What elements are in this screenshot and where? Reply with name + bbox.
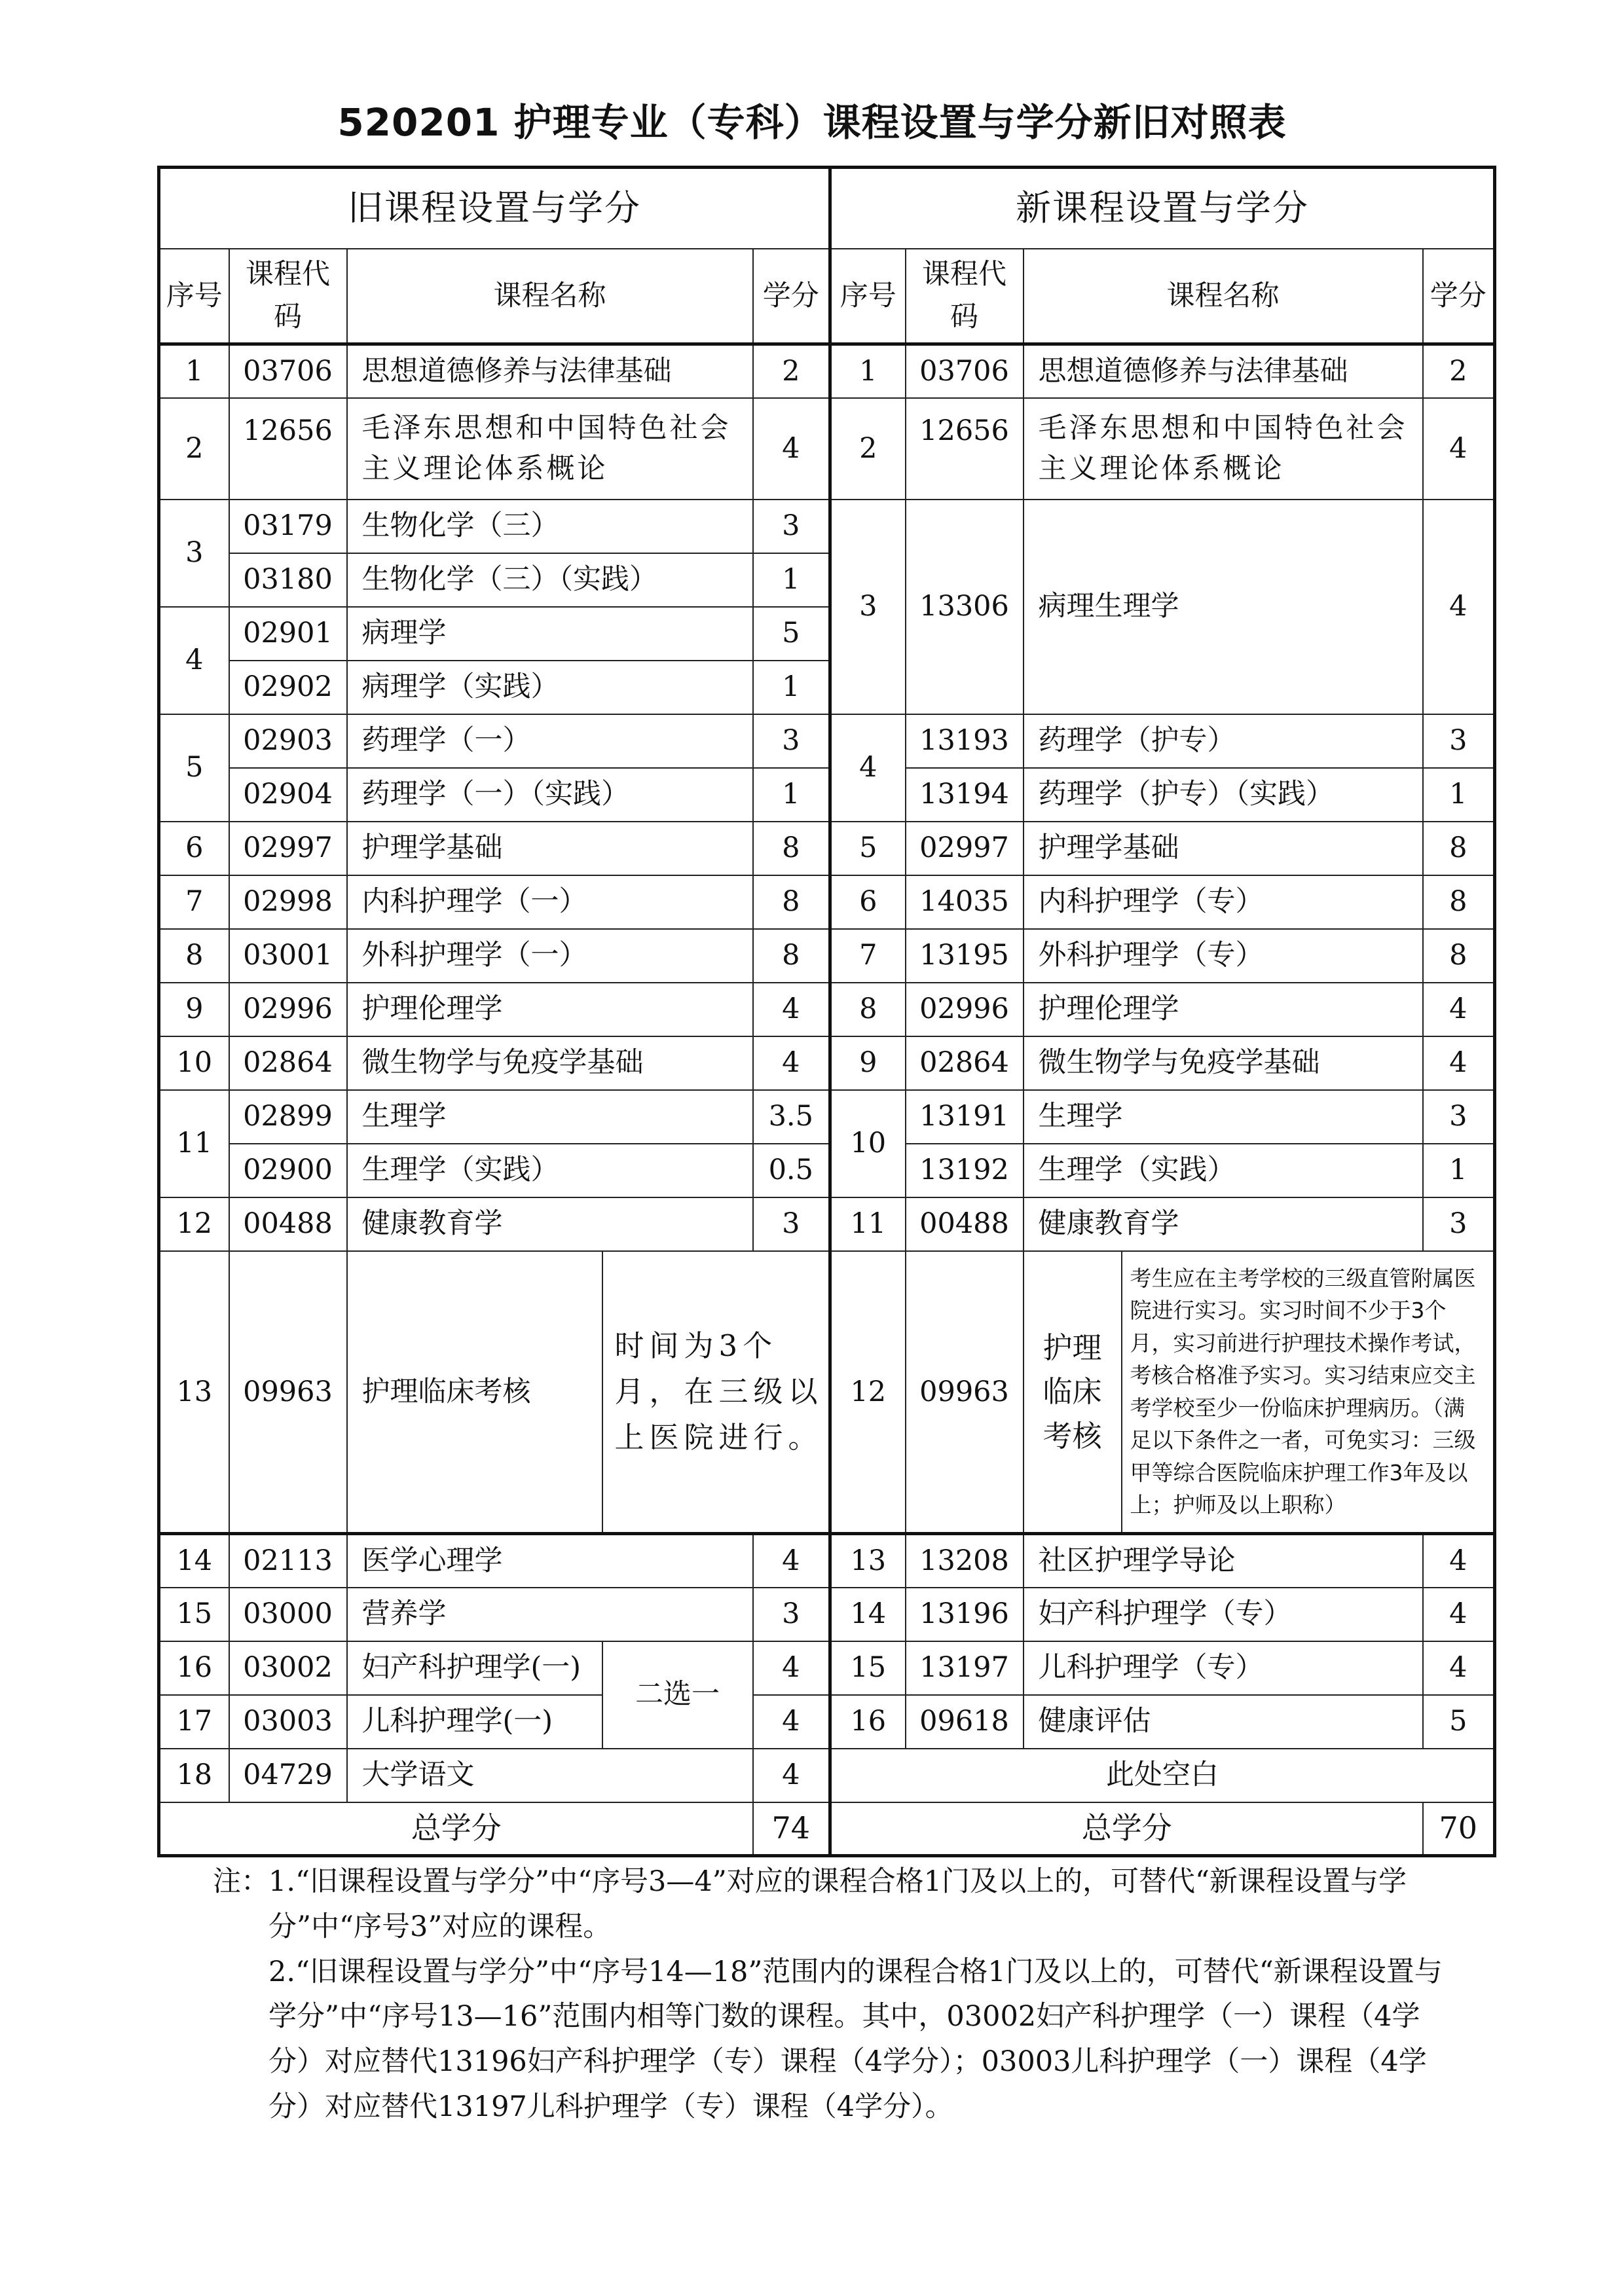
new-code: 13208 — [906, 1534, 1024, 1588]
old-credit: 4 — [753, 1036, 830, 1090]
new-seq: 13 — [830, 1534, 906, 1588]
note-2 — [213, 1950, 1457, 2130]
new-credit: 4 — [1423, 500, 1495, 714]
old-seq: 12 — [159, 1197, 229, 1251]
old-code: 03179 — [229, 500, 347, 553]
old-code: 03001 — [229, 929, 347, 983]
new-name: 内科护理学（专） — [1024, 875, 1423, 929]
new-code: 02996 — [906, 983, 1024, 1036]
note-1-text: 1.“旧课程设置与学分”中“序号3—4”对应的课程合格1门及以上的，可替代“新课程设置与学分”中“序号3”对应的课程。 — [268, 1865, 1407, 1943]
new-name: 护理学基础 — [1024, 822, 1423, 875]
old-code: 02904 — [229, 768, 347, 822]
old-credit: 3 — [753, 714, 830, 768]
old-seq: 1 — [159, 344, 229, 398]
old-credit: 4 — [753, 1695, 830, 1749]
old-code: 04729 — [229, 1749, 347, 1802]
old-name: 药理学（一） — [347, 714, 753, 768]
old-name: 病理学（实践） — [347, 661, 753, 714]
old-seq: 18 — [159, 1749, 229, 1802]
new-code: 02997 — [906, 822, 1024, 875]
old-credit: 8 — [753, 822, 830, 875]
old-code: 02903 — [229, 714, 347, 768]
new-credit: 3 — [1423, 1197, 1495, 1251]
col-header-code: 课程代码 — [906, 249, 1024, 344]
old-name: 生理学（实践） — [347, 1144, 753, 1197]
old-code: 02113 — [229, 1534, 347, 1588]
new-name: 生理学（实践） — [1024, 1144, 1423, 1197]
old-code: 00488 — [229, 1197, 347, 1251]
new-credit: 4 — [1423, 983, 1495, 1036]
old-name: 毛泽东思想和中国特色社会主义理论体系概论 — [347, 398, 753, 500]
old-credit: 1 — [753, 661, 830, 714]
new-seq: 8 — [830, 983, 906, 1036]
old-credit: 8 — [753, 929, 830, 983]
new-seq: 3 — [830, 500, 906, 714]
old-seq: 10 — [159, 1036, 229, 1090]
new-name: 药理学（护专）（实践） — [1024, 768, 1423, 822]
old-code: 03180 — [229, 553, 347, 607]
col-header-credit: 学分 — [753, 249, 830, 344]
old-seq: 8 — [159, 929, 229, 983]
old-credit: 0.5 — [753, 1144, 830, 1197]
old-credit: 3 — [753, 500, 830, 553]
old-code: 02864 — [229, 1036, 347, 1090]
old-name: 护理临床考核 — [347, 1251, 602, 1534]
new-name — [1024, 1251, 1122, 1534]
new-name: 护理伦理学 — [1024, 983, 1423, 1036]
old-seq: 7 — [159, 875, 229, 929]
new-code: 13306 — [906, 500, 1024, 714]
new-credit: 1 — [1423, 768, 1495, 822]
old-code: 02902 — [229, 661, 347, 714]
new-name: 健康教育学 — [1024, 1197, 1423, 1251]
note-2-text: 2.“旧课程设置与学分”中“序号14—18”范围内的课程合格1门及以上的，可替代“新课程设置与学分”中“序号13—16”范围内相等门数的课程。其中，03002妇产科护理学（一）课程（4学分）对应替代13196妇产科护理学（专）课程（4学分）；03003儿科护理学（一）课程（4学分）对应替代13197儿科护理学（专）课程（4学分）。 — [268, 1955, 1443, 2123]
new-name: 微生物学与免疫学基础 — [1024, 1036, 1423, 1090]
old-credit: 5 — [753, 607, 830, 661]
old-credit: 2 — [753, 344, 830, 398]
old-code: 03002 — [229, 1641, 347, 1695]
old-name: 妇产科护理学(一) — [347, 1641, 602, 1695]
new-seq: 15 — [830, 1641, 906, 1695]
new-credit: 4 — [1423, 1588, 1495, 1641]
new-credit: 4 — [1423, 1534, 1495, 1588]
new-seq: 2 — [830, 398, 906, 500]
old-name: 大学语文 — [347, 1749, 753, 1802]
new-code: 13196 — [906, 1588, 1024, 1641]
new-code: 09618 — [906, 1695, 1024, 1749]
new-code: 13195 — [906, 929, 1024, 983]
new-section-header: 新课程设置与学分 — [830, 168, 1495, 249]
old-seq: 17 — [159, 1695, 229, 1749]
old-seq: 11 — [159, 1090, 229, 1197]
new-seq: 12 — [830, 1251, 906, 1534]
col-header-seq: 序号 — [830, 249, 906, 344]
old-code: 02900 — [229, 1144, 347, 1197]
old-code: 09963 — [229, 1251, 347, 1534]
old-credit: 3 — [753, 1588, 830, 1641]
old-code: 12656 — [229, 398, 347, 500]
old-seq: 6 — [159, 822, 229, 875]
old-code: 02901 — [229, 607, 347, 661]
new-code: 13197 — [906, 1641, 1024, 1695]
old-name: 思想道德修养与法律基础 — [347, 344, 753, 398]
old-credit: 4 — [753, 1749, 830, 1802]
new-credit: 3 — [1423, 1090, 1495, 1144]
new-code: 12656 — [906, 398, 1024, 500]
old-seq: 14 — [159, 1534, 229, 1588]
new-seq: 4 — [830, 714, 906, 822]
old-total-credit: 74 — [753, 1802, 830, 1856]
new-credit: 8 — [1423, 875, 1495, 929]
new-credit: 8 — [1423, 822, 1495, 875]
new-name: 妇产科护理学（专） — [1024, 1588, 1423, 1641]
old-name: 医学心理学 — [347, 1534, 753, 1588]
new-seq: 16 — [830, 1695, 906, 1749]
old-credit: 4 — [753, 1534, 830, 1588]
new-name: 外科护理学（专） — [1024, 929, 1423, 983]
new-seq: 14 — [830, 1588, 906, 1641]
new-seq: 1 — [830, 344, 906, 398]
new-credit: 8 — [1423, 929, 1495, 983]
new-code: 13191 — [906, 1090, 1024, 1144]
old-name: 护理伦理学 — [347, 983, 753, 1036]
new-name: 药理学（护专） — [1024, 714, 1423, 768]
old-code: 02996 — [229, 983, 347, 1036]
new-total-label: 总学分 — [830, 1802, 1423, 1856]
new-seq: 11 — [830, 1197, 906, 1251]
notes-section — [213, 1859, 1457, 2130]
old-seq: 16 — [159, 1641, 229, 1695]
new-seq: 5 — [830, 822, 906, 875]
new-name: 生理学 — [1024, 1090, 1423, 1144]
old-name: 护理学基础 — [347, 822, 753, 875]
new-name: 毛泽东思想和中国特色社会主义理论体系概论 — [1024, 398, 1423, 500]
old-code: 02997 — [229, 822, 347, 875]
old-name: 生理学 — [347, 1090, 753, 1144]
old-clinical-memo: 时间为3个月，在三级以上医院进行。 — [602, 1251, 830, 1534]
old-name: 微生物学与免疫学基础 — [347, 1036, 753, 1090]
col-header-name: 课程名称 — [347, 249, 753, 344]
new-credit: 3 — [1423, 714, 1495, 768]
new-seq: 9 — [830, 1036, 906, 1090]
old-credit: 3 — [753, 1197, 830, 1251]
old-code: 02998 — [229, 875, 347, 929]
new-total-credit: 70 — [1423, 1802, 1495, 1856]
col-header-code: 课程代码 — [229, 249, 347, 344]
old-seq: 15 — [159, 1588, 229, 1641]
course-comparison-table — [157, 166, 1496, 1857]
new-credit: 4 — [1423, 1641, 1495, 1695]
old-total-label: 总学分 — [159, 1802, 753, 1856]
col-header-name: 课程名称 — [1024, 249, 1423, 344]
new-credit: 1 — [1423, 1144, 1495, 1197]
old-name: 健康教育学 — [347, 1197, 753, 1251]
old-code: 02899 — [229, 1090, 347, 1144]
old-seq: 5 — [159, 714, 229, 822]
new-code: 13193 — [906, 714, 1024, 768]
old-credit: 4 — [753, 1641, 830, 1695]
new-code: 03706 — [906, 344, 1024, 398]
old-name: 内科护理学（一） — [347, 875, 753, 929]
note-1 — [213, 1859, 1457, 1950]
old-section-header: 旧课程设置与学分 — [159, 168, 830, 249]
old-name: 病理学 — [347, 607, 753, 661]
new-code: 09963 — [906, 1251, 1024, 1534]
choose-one-note: 二选一 — [602, 1641, 753, 1749]
new-credit: 4 — [1423, 398, 1495, 500]
old-name: 生物化学（三） — [347, 500, 753, 553]
old-code: 03000 — [229, 1588, 347, 1641]
old-seq: 2 — [159, 398, 229, 500]
new-code: 13192 — [906, 1144, 1024, 1197]
new-seq: 6 — [830, 875, 906, 929]
new-name: 健康评估 — [1024, 1695, 1423, 1749]
col-header-seq: 序号 — [159, 249, 229, 344]
old-credit: 8 — [753, 875, 830, 929]
new-name: 社区护理学导论 — [1024, 1534, 1423, 1588]
new-name: 病理生理学 — [1024, 500, 1423, 714]
document-title: 520201 护理专业（专科）课程设置与学分新旧对照表 — [337, 100, 1287, 145]
old-name: 药理学（一）（实践） — [347, 768, 753, 822]
new-seq: 7 — [830, 929, 906, 983]
old-seq: 9 — [159, 983, 229, 1036]
old-seq: 4 — [159, 607, 229, 714]
old-credit: 1 — [753, 553, 830, 607]
new-credit: 4 — [1423, 1036, 1495, 1090]
old-name: 生物化学（三）（实践） — [347, 553, 753, 607]
old-name: 外科护理学（一） — [347, 929, 753, 983]
old-credit: 3.5 — [753, 1090, 830, 1144]
new-name: 思想道德修养与法律基础 — [1024, 344, 1423, 398]
old-credit: 1 — [753, 768, 830, 822]
old-credit: 4 — [753, 983, 830, 1036]
old-name: 营养学 — [347, 1588, 753, 1641]
new-name-text: 护理临床考核 — [1043, 1330, 1102, 1453]
new-code: 02864 — [906, 1036, 1024, 1090]
new-name: 儿科护理学（专） — [1024, 1641, 1423, 1695]
old-code: 03003 — [229, 1695, 347, 1749]
blank-note: 此处空白 — [830, 1749, 1495, 1802]
new-code: 00488 — [906, 1197, 1024, 1251]
old-seq: 3 — [159, 500, 229, 607]
new-clinical-memo: 考生应在主考学校的三级直管附属医院进行实习。实习时间不少于3个月，实习前进行护理技术操作考试，考核合格准予实习。实习结束应交主考学校至少一份临床护理病历。（满足以下条件之一者，可免实习：三级甲等综合医院临床护理工作3年及以上；护师及以上职称） — [1122, 1251, 1495, 1534]
notes-label: 注： — [213, 1865, 269, 1898]
old-name: 儿科护理学(一) — [347, 1695, 602, 1749]
new-seq: 10 — [830, 1090, 906, 1197]
col-header-credit: 学分 — [1423, 249, 1495, 344]
old-seq: 13 — [159, 1251, 229, 1534]
new-code: 13194 — [906, 768, 1024, 822]
new-credit: 2 — [1423, 344, 1495, 398]
old-code: 03706 — [229, 344, 347, 398]
old-credit: 4 — [753, 398, 830, 500]
new-code: 14035 — [906, 875, 1024, 929]
new-credit: 5 — [1423, 1695, 1495, 1749]
